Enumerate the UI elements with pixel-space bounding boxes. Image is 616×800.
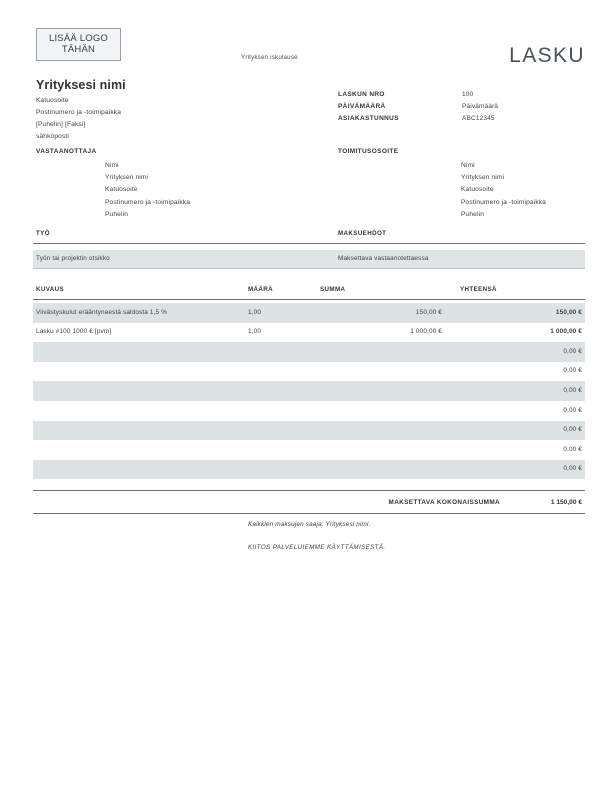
item-total: 150,00 € [555,308,582,316]
meta-row [338,89,585,101]
thank-you-note: KIITOS PALVELUIEMME KÄYTTÄMISESTÄ. [248,544,386,551]
item-total: 0,00 € [563,347,582,355]
grand-total-label: MAKSETTAVA KOKONAISSUMMA [388,499,500,506]
bill-to-heading: VASTAANOTTAJA [36,148,97,155]
table-row[interactable] [33,342,585,362]
customer-id-value: ABC12345 [462,115,495,123]
table-row[interactable] [33,401,585,421]
company-address-line: Katuosoite [36,97,69,104]
item-total: 0,00 € [563,367,582,375]
grand-total-value: 1 150,00 € [550,499,582,506]
job-terms-value-row [33,250,585,269]
table-row[interactable] [33,381,585,401]
document-header [33,28,585,70]
item-total: 0,00 € [563,445,582,453]
meta-row [338,101,585,113]
grand-total-row [33,497,585,514]
document-title: LASKU [509,44,585,67]
bill-to-line: Puhelin [105,210,129,218]
company-address [36,95,296,143]
job-title-value: Työn tai projektin otsikko [36,255,110,262]
ship-to-line: Katuosoite [461,186,494,194]
items-table-body [33,303,585,479]
terms-column-header: MAKSUEHDOT [338,230,387,237]
item-description: Lasku #100 1000 € [pvm] [36,328,112,336]
bill-to-line: Katuosoite [105,186,138,194]
company-address-line: [Puhelin] [Faksi] [36,121,86,128]
table-row[interactable] [33,362,585,382]
table-row[interactable] [33,323,585,343]
company-block [36,78,296,143]
ship-to-line: Nimi [461,162,475,169]
company-name: Yrityksesi nimi [36,78,126,92]
bill-to-address [105,160,190,221]
item-quantity: 1,00 [248,308,262,316]
column-header-total: YHTEENSÄ [460,286,497,293]
item-total: 0,00 € [563,426,582,434]
column-header-description: KUVAUS [36,286,65,293]
item-amount: 1 000,00 € [410,328,442,336]
column-header-amount: SUMMA [320,286,346,293]
ship-to-line: Puhelin [461,210,485,218]
invoice-sheet [33,0,585,800]
company-address-line: Postinumero ja -toimipaikka [36,109,122,116]
item-total: 1 000,00 € [550,328,582,336]
company-tagline: Yrityksen iskulause [241,54,298,61]
job-column-header: TYÖ [36,230,50,237]
items-table-header [33,286,585,300]
bill-to-line: Yrityksen nimi [105,174,149,182]
invoice-number-value: 100 [462,91,474,98]
ship-to-line: Yrityksen nimi [461,174,505,182]
item-total: 0,00 € [563,386,582,394]
bill-to-line: Postinumero ja -toimipaikka [105,198,191,206]
invoice-number-label: LASKUN NRO [338,91,385,98]
invoice-date-label: PÄIVÄMÄÄRÄ [338,103,386,111]
job-terms-header-row [33,230,585,244]
payable-to-note: Kaikkien maksujen saaja: Yrityksesi nimi. [248,521,371,528]
logo-placeholder[interactable]: LISÄÄ LOGO TÄHÄN [36,28,121,61]
payment-terms-value: Maksettava vastaanotettaessa [338,255,429,262]
invoice-meta-block [338,89,585,125]
table-row[interactable] [33,460,585,480]
ship-to-line: Postinumero ja -toimipaikka [461,198,547,206]
item-amount: 150,00 € [415,308,442,316]
table-row[interactable] [33,303,585,323]
item-total: 0,00 € [563,406,582,414]
item-total: 0,00 € [563,465,582,473]
bill-to-line: Nimi [105,162,119,169]
invoice-date-value: Päivämäärä [462,103,499,111]
company-address-line: sähköposti [36,133,70,140]
item-description: Viivästyskulut erääntyneestä saldosta 1,5 % [36,308,168,316]
table-row[interactable] [33,440,585,460]
total-separator [33,490,585,491]
meta-row [338,113,585,125]
column-header-quantity: MÄÄRÄ [248,286,274,293]
ship-to-heading: TOIMITUSOSOITE [338,148,399,155]
table-row[interactable] [33,421,585,441]
ship-to-address [461,160,546,221]
customer-id-label: ASIAKASTUNNUS [338,115,399,123]
item-quantity: 1,00 [248,328,262,336]
